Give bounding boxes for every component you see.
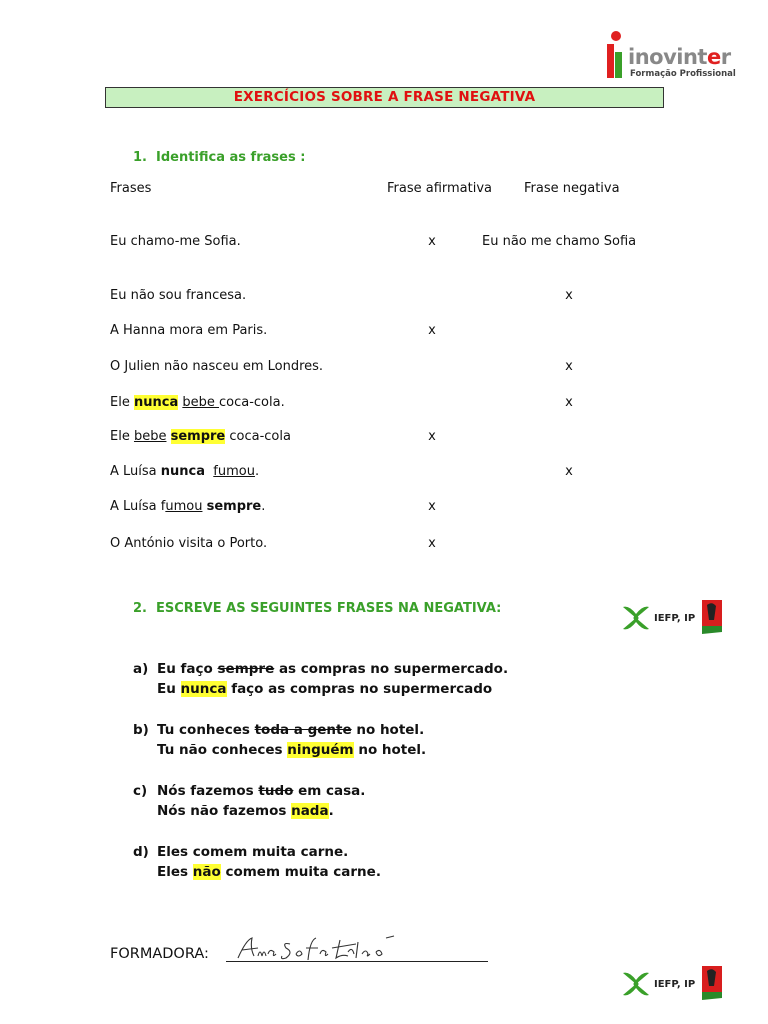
table-row-negativa-mark: x: [565, 288, 573, 303]
highlight-word: não: [192, 864, 221, 880]
table-row-afirmativa-mark: x: [428, 429, 436, 444]
section2-number: 2.: [133, 601, 147, 616]
table-row-sentence: O António visita o Porto.: [110, 536, 268, 551]
iefp-leaf-icon: [620, 604, 652, 632]
bold-word: sempre: [206, 499, 262, 514]
column-header-frases: Frases: [110, 181, 152, 196]
inovinter-logo: [604, 30, 734, 82]
table-row-afirmativa-mark: x: [428, 536, 436, 551]
exercise-letter: a): [133, 661, 149, 677]
table-row-sentence: Eu chamo-me Sofia.: [110, 234, 241, 249]
table-row-sentence: A Luísa nunca fumou.: [110, 464, 260, 479]
table-row-sentence: Eu não sou francesa.: [110, 288, 247, 303]
struck-word: toda a gente: [254, 722, 352, 738]
highlight-word: nunca: [133, 395, 179, 410]
exercise-item: [133, 720, 533, 762]
inovinter-i-icon: [604, 30, 628, 82]
exercise-item: [133, 842, 533, 884]
bold-word: nunca: [160, 464, 206, 479]
iefp-label: IEFP, IP: [654, 979, 696, 990]
exercise-letter: c): [133, 783, 148, 799]
formadora-label: FORMADORA:: [110, 946, 209, 962]
exercise-answer: Eu nunca faço as compras no supermercado: [157, 681, 493, 697]
exercise-answer: Eles não comem muita carne.: [157, 864, 381, 880]
exercise-answer: Tu não conheces ninguém no hotel.: [157, 742, 427, 758]
iefp-cgtp-badge-footer: [620, 966, 728, 1004]
iefp-label: IEFP, IP: [654, 613, 696, 624]
table-row-negativa-mark: x: [565, 395, 573, 410]
table-row-sentence: O Julien não nasceu em Londres.: [110, 359, 324, 374]
highlight-word: sempre: [170, 429, 226, 444]
table-row-negativa-answer: Eu não me chamo Sofia: [482, 234, 637, 249]
iefp-leaf-icon: [620, 970, 652, 998]
underlined-verb: umou: [165, 499, 203, 514]
logo-subtitle: Formação Profissional: [630, 69, 736, 79]
table-row-sentence: A Hanna mora em Paris.: [110, 323, 268, 338]
exercise-letter: d): [133, 844, 149, 860]
highlight-word: nada: [291, 803, 329, 819]
table-row-negativa-mark: x: [565, 464, 573, 479]
exercise-question: Nós fazemos tudo em casa.: [157, 783, 366, 799]
iefp-cgtp-badge: [620, 600, 728, 638]
exercise-letter: b): [133, 722, 149, 738]
section1-number: 1.: [133, 150, 147, 165]
logo-wordmark: inovinter: [628, 45, 731, 69]
table-row-afirmativa-mark: x: [428, 323, 436, 338]
exercise-item: [133, 781, 533, 823]
table-row-afirmativa-mark: x: [428, 234, 436, 249]
cgtp-emblem-icon: [700, 600, 724, 634]
exercise-answer: Nós não fazemos nada.: [157, 803, 334, 819]
underlined-verb: bebe: [133, 429, 167, 444]
column-header-afirmativa: Frase afirmativa: [387, 181, 493, 196]
underlined-verb: bebe: [182, 395, 219, 410]
table-row-sentence: Ele bebe sempre coca-cola: [110, 429, 291, 444]
highlight-word: ninguém: [287, 742, 354, 758]
table-row-afirmativa-mark: x: [428, 499, 436, 514]
section2-heading: ESCREVE AS SEGUINTES FRASES NA NEGATIVA:: [156, 601, 502, 616]
table-row-sentence: A Luísa fumou sempre.: [110, 499, 266, 514]
struck-word: sempre: [217, 661, 275, 677]
exercise-question: Tu conheces toda a gente no hotel.: [157, 722, 425, 738]
page-title: EXERCÍCIOS SOBRE A FRASE NEGATIVA: [233, 89, 536, 105]
column-header-negativa: Frase negativa: [524, 181, 620, 196]
handwritten-signature: [236, 934, 412, 964]
section1-heading: Identifica as frases :: [156, 150, 306, 165]
struck-word: tudo: [258, 783, 294, 799]
underlined-verb: fumou: [213, 464, 255, 479]
exercise-question: Eles comem muita carne.: [157, 844, 349, 860]
exercise-question: Eu faço sempre as compras no supermercado.: [157, 661, 509, 677]
cgtp-emblem-icon: [700, 966, 724, 1000]
highlight-word: nunca: [180, 681, 227, 697]
exercise-item: [133, 659, 533, 701]
table-row-sentence: Ele nunca bebe coca-cola.: [110, 395, 285, 410]
title-box: [105, 87, 664, 108]
signature-line: [226, 961, 488, 962]
table-row-negativa-mark: x: [565, 359, 573, 374]
